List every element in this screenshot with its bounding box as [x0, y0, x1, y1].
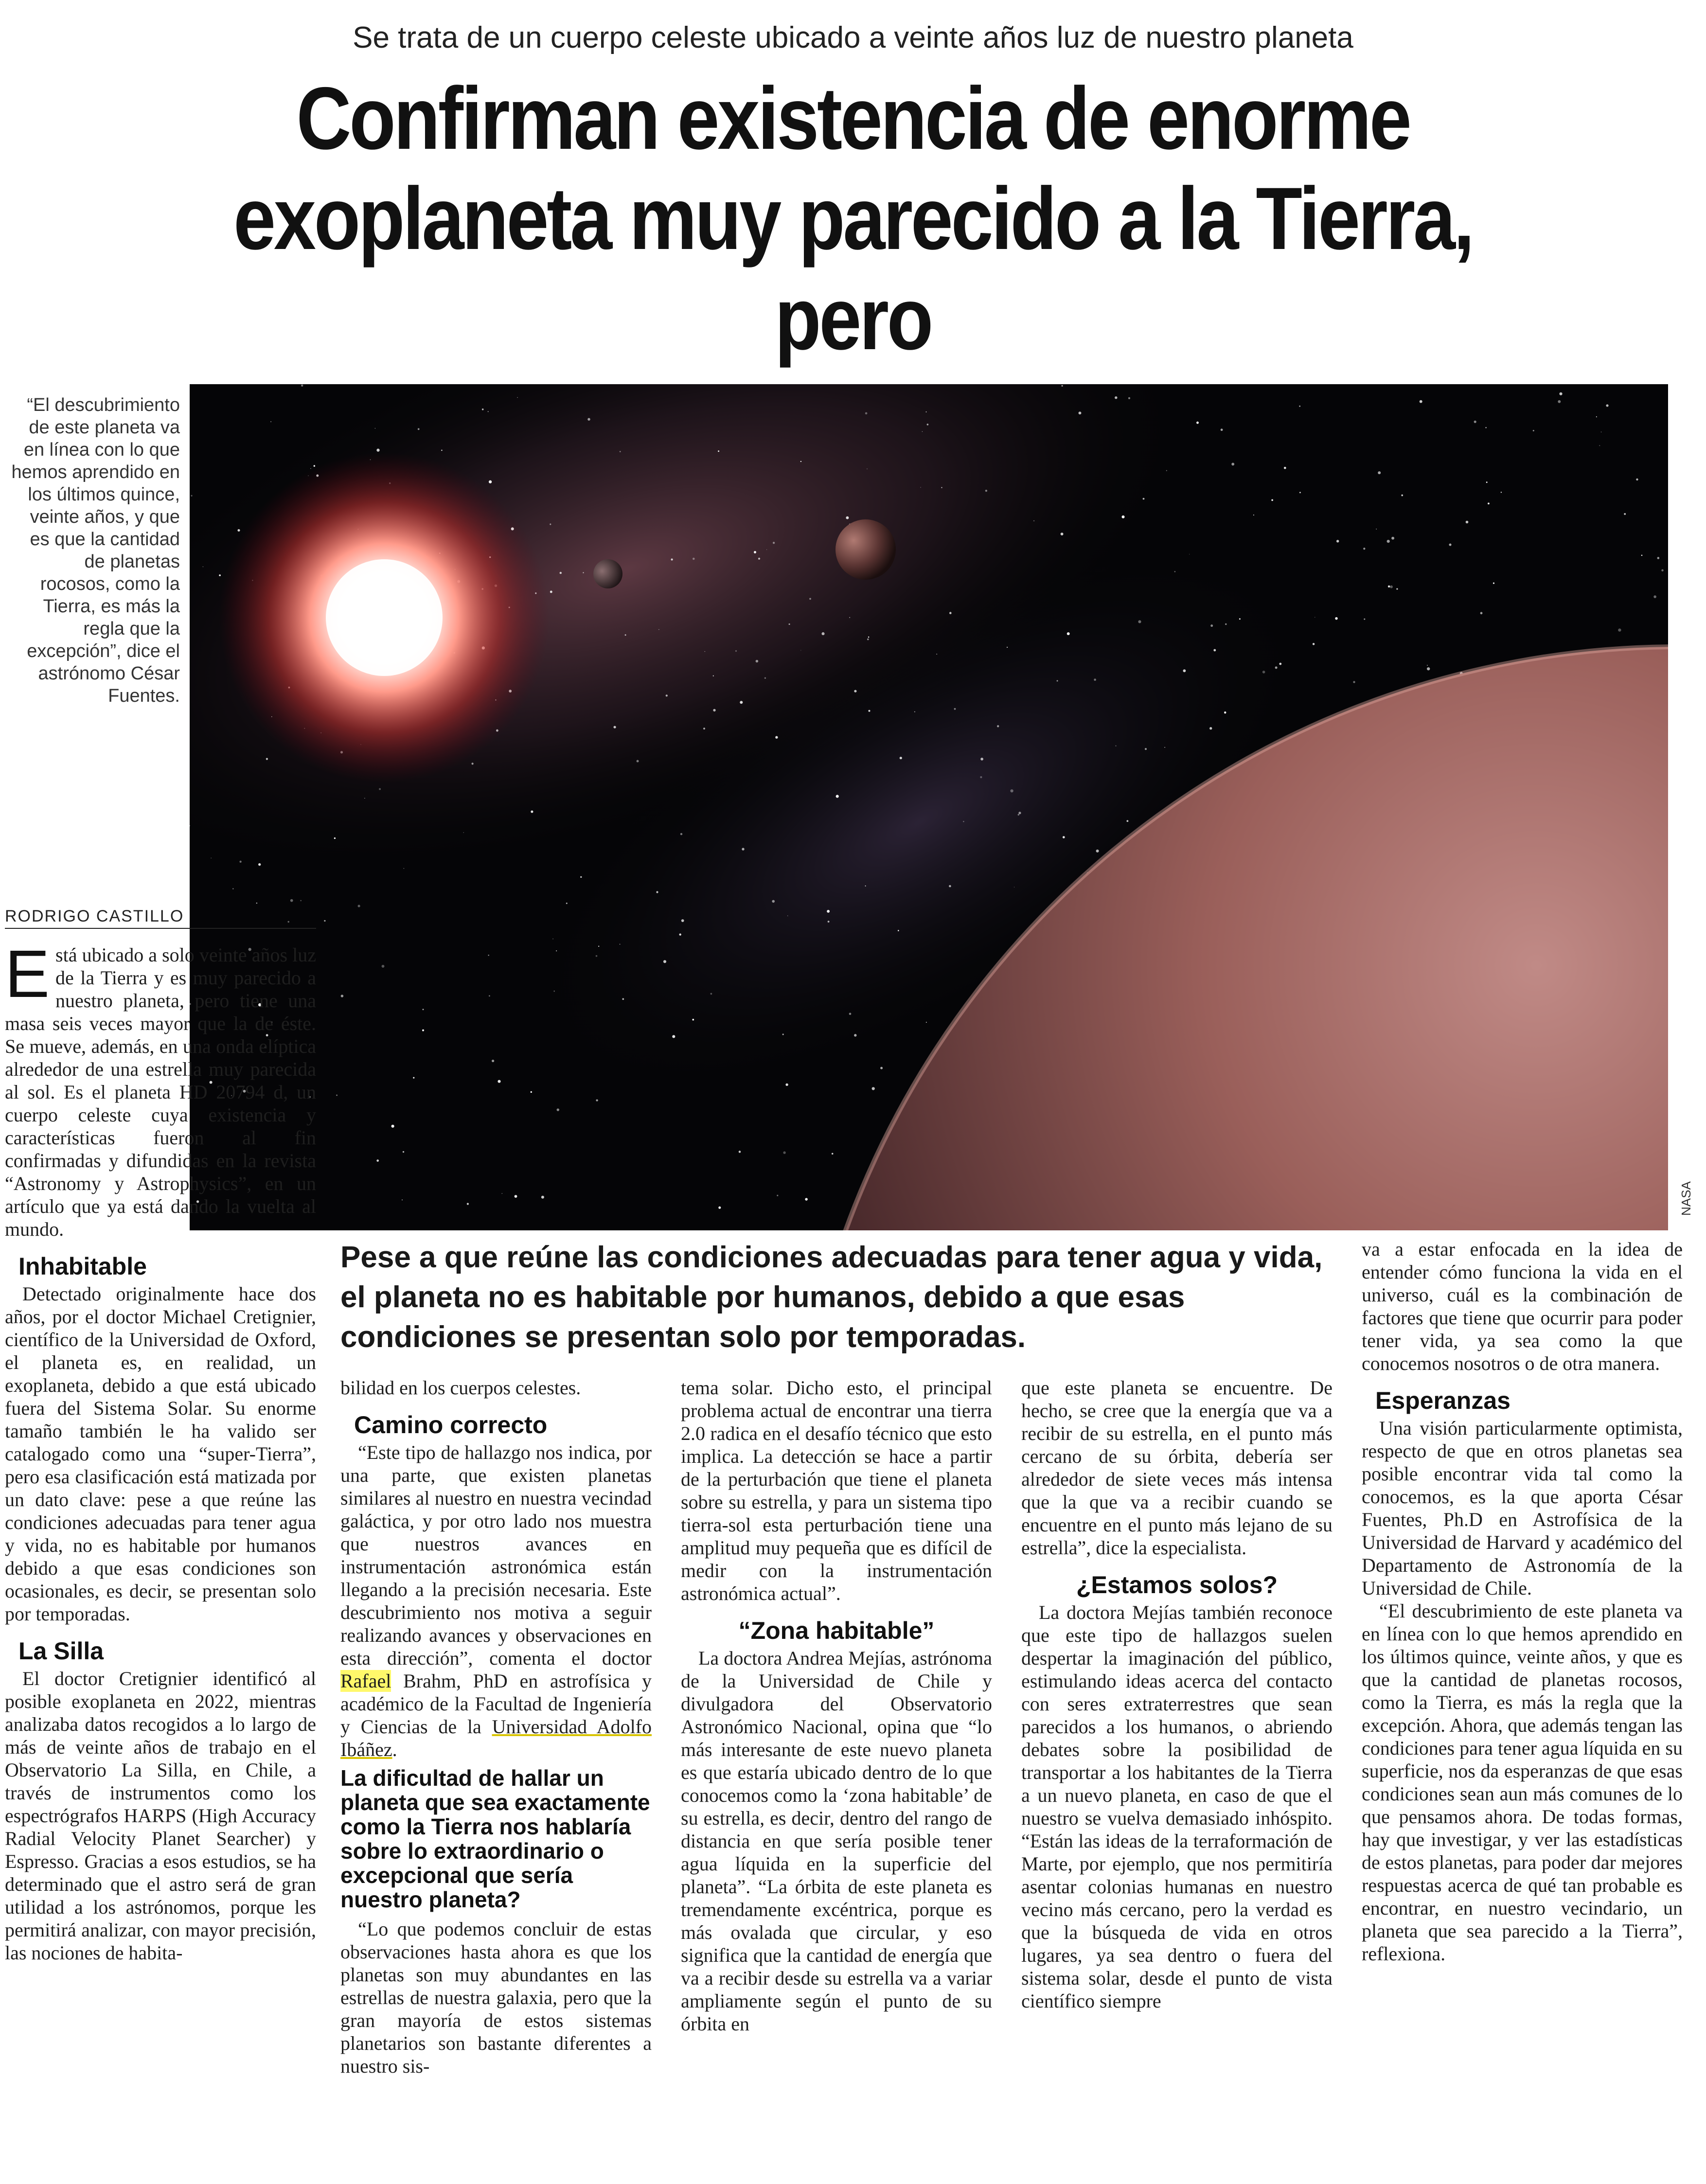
star-dot — [1488, 503, 1490, 505]
star-dot — [1466, 521, 1469, 524]
paragraph: que este planeta se encuentre. De hecho, se cree que la energía que va a recibir de su estrella, en el punto más cercano de su órbita, debería ser alrededor de siete veces más intensa que la que va a recibir cuando se encuentre en el punto más lejano de su estrella”, dice la especialista. — [1021, 1377, 1333, 1559]
star-dot — [391, 1125, 394, 1128]
star-dot — [1559, 392, 1562, 395]
star-dot — [849, 617, 850, 618]
star-dot — [718, 450, 719, 452]
star-dot — [1299, 492, 1301, 493]
star-dot — [1376, 529, 1377, 530]
star-dot — [580, 876, 582, 878]
star-dot — [1164, 747, 1165, 748]
star-dot — [854, 690, 856, 692]
star-dot — [756, 660, 759, 663]
star-dot — [764, 677, 766, 679]
star-dot — [501, 1193, 502, 1194]
star-dot — [1145, 748, 1147, 750]
star-dot — [622, 998, 624, 1000]
side-quote: “El descubrimiento de este planeta va en línea con lo que hemos aprendido en los últimos quince, veinte años, y que es que la cantidad de planetas rocosos, como la Tierra, es más la regla que la excepción”, dice el astrónomo César Fuentes. — [11, 395, 180, 706]
quote-paragraph: “El descubrimiento de este planeta va en línea con lo que hemos aprendido en los últimos quince, veinte años, y que es que la cantidad de planetas rocosos, como la Tierra, es más la regla que la excepción. Ahora, que además tengan las condiciones para tener agua líquida en su superficie, nos da esperanzas de que esas condiciones sean aun más comunes de lo que pensamos ahora. De todas formas, hay que investigar, y ver las estadísticas de estos planetas, para poder dar mejores respuestas acerca de qué tan probable es encontrar, en nuestro vecindario, un planeta que sea parecido a la Tierra”, reflexiona. — [1362, 1600, 1683, 1965]
question-heading: La dificultad de hallar un planeta que sea exactamente como la Tierra nos hablaría sobre lo extraordinario o excepcional que sería nuestro planeta? — [340, 1765, 650, 1912]
star-dot — [517, 397, 518, 398]
star-dot — [1388, 586, 1390, 587]
star-dot — [270, 421, 271, 422]
star-dot — [869, 710, 871, 712]
star-dot — [666, 694, 668, 696]
star-dot — [413, 1077, 414, 1079]
star-dot — [1213, 649, 1216, 652]
star-dot — [402, 1200, 403, 1201]
star-dot — [1010, 789, 1013, 792]
star-dot — [587, 418, 590, 420]
star-dot — [441, 450, 443, 451]
star-dot — [787, 915, 788, 916]
photo-credit-text: NASA — [1679, 1181, 1693, 1216]
star-dot — [865, 412, 868, 415]
star-dot — [954, 708, 956, 710]
star-dot — [488, 955, 489, 956]
subhead-esperanzas: Esperanzas — [1375, 1387, 1511, 1414]
headline-line-1: Confirman existencia de enorme — [296, 69, 1410, 168]
star-dot — [849, 1013, 852, 1015]
subhead-la-silla: La Silla — [18, 1637, 104, 1665]
star-dot — [1061, 385, 1063, 387]
star-dot — [985, 490, 987, 492]
star-dot — [1143, 498, 1145, 500]
star-dot — [832, 1153, 834, 1155]
star-dot — [341, 994, 343, 997]
highlighted-name: Rafael — [340, 1670, 391, 1692]
star-dot — [827, 910, 830, 913]
star-dot — [758, 558, 760, 560]
star-dot — [620, 451, 621, 452]
star-dot — [237, 529, 240, 532]
photo-credit — [1673, 1167, 1702, 1225]
star-dot — [301, 385, 303, 387]
star-dot — [679, 934, 681, 936]
kicker: Se trata de un cuerpo celeste ubicado a veinte años luz de nuestro planeta — [353, 21, 1353, 54]
star-dot — [566, 903, 568, 904]
star-dot — [1284, 467, 1286, 469]
star-dot — [949, 612, 952, 614]
star-dot — [219, 574, 221, 576]
star-dot — [880, 1067, 883, 1069]
star-dot — [1007, 647, 1008, 648]
subhead-inhabitable: Inhabitable — [18, 1253, 147, 1280]
star-dot — [1033, 520, 1034, 521]
star-dot — [1661, 569, 1663, 571]
star-dot — [191, 495, 192, 497]
star-dot — [418, 428, 420, 430]
star-dot — [1067, 632, 1070, 635]
star-dot — [809, 598, 811, 600]
star-dot — [681, 919, 684, 922]
star-dot — [739, 1151, 741, 1153]
star-dot — [258, 863, 261, 866]
column-5 — [1362, 1238, 1683, 1965]
star-dot — [1335, 617, 1337, 620]
star-dot — [900, 757, 902, 759]
star-dot — [1653, 595, 1656, 598]
star-dot — [1624, 513, 1626, 515]
star-dot — [1063, 836, 1065, 838]
star-dot — [773, 542, 775, 544]
star-dot — [949, 885, 951, 888]
star-dot — [785, 1083, 788, 1086]
star-dot — [1391, 537, 1394, 540]
star-dot — [1427, 665, 1428, 666]
star-dot — [379, 788, 381, 790]
star-dot — [805, 1198, 807, 1200]
star-dot — [541, 1196, 544, 1199]
star-dot — [854, 1034, 856, 1036]
star-dot — [1636, 479, 1638, 480]
paragraph: tema solar. Dicho esto, el principal problema actual de encontrar una tierra 2.0 radica en el desafío técnico que esto implica. La detección se hace a partir de la perturbación que tiene el planeta sobre su estrella, y para un sistema tipo tierra-sol esta perturbación tiene una amplitud muy pequeña que es difícil de medir con la instrumentación astronómica actual”. — [681, 1377, 992, 1604]
star-dot — [596, 955, 598, 957]
star-dot — [1231, 462, 1234, 465]
star-dot — [980, 776, 982, 778]
paragraph: La doctora Mejías también reconoce que este tipo de hallazgos suelen despertar la imaginación del público, estimulando ideas acerca del contacto con seres extraterrestres que sean parecidos a los humanos, o abriendo debates sobre la posibilidad de transportar a los habitantes de la Tierra a un nuevo planeta, en caso de que el nuestro se vuelva demasiado inhóspito. “Están las ideas de la terraformación de Marte, por ejemplo, que nos permitiría asentar colonias humanas en nuestro vecino más cercano, pero la verdad es que la búsqueda de vida en otros lugares, ya sea dentro o fuera del sistema solar, desde el punto de vista científico siempre — [1021, 1601, 1333, 2012]
star-dot — [1057, 680, 1058, 682]
star-dot — [1079, 411, 1082, 414]
star-dot — [740, 701, 743, 704]
star-dot — [376, 449, 379, 452]
paragraph: Detectado originalmente hace dos años, por el doctor Michael Cretignier, científico de la Universidad de Oxford, el planeta es, en realidad, un exoplaneta, debido a que está ubicado fuera del Sistema Solar. Su enorme tamaño también le ha valido ser catalogado como una “super-Tierra”, pero esa clasificación está matizada por un dato clave: pese a que reúne las condiciones adecuadas para tener agua y vida, no es habitable por humanos debido a que esas condiciones son ocasionales, es decir, se presentan solo por temporadas. — [5, 1283, 316, 1625]
star-dot — [583, 572, 584, 573]
star-dot — [865, 886, 866, 887]
star-dot — [1449, 544, 1451, 546]
paragraph: La doctora Andrea Mejías, astrónoma de la Universidad de Chile y divulgadora del Observatorio Astronómico Nacional, opina que “lo más interesante de este nuevo planeta es que estaría ubicado dentro de lo que conocemos como la ‘zona habitable’ de su estrella, es decir, dentro del rango de distancia en que sería posible tener agua líquida en la superficie del planeta”. “La órbita de este planeta es tremendamente excéntrica, porque es más ovalada que circular, y eso significa que la cantidad de energía que va a recibir desde su estrella va a variar ampliamente según el punto de su órbita en — [681, 1647, 992, 2035]
star-dot — [364, 798, 365, 799]
star-dot — [266, 758, 268, 760]
star-dot — [625, 634, 626, 636]
small-moon — [593, 559, 622, 588]
star-dot — [867, 639, 869, 640]
star-dot — [1533, 430, 1534, 431]
star-dot — [846, 516, 849, 519]
star-dot — [1126, 820, 1128, 822]
star-dot — [1599, 445, 1600, 446]
star-dot — [898, 930, 899, 931]
paragraph: Una visión particularmente optimista, respecto de que en otros planetas sea posible encontrar vida tal como la conocemos, es la que aporta César Fuentes, Ph.D en Astrofísica de la Universidad de Harvard y académico del Departamento de Astronomía de la Universidad de Chile. — [1362, 1417, 1683, 1599]
star-dot — [1061, 533, 1064, 535]
star-dot — [1094, 678, 1096, 681]
star-dot — [482, 408, 484, 410]
star-dot — [783, 1152, 785, 1154]
star-dot — [1353, 681, 1355, 683]
star-dot — [531, 1091, 532, 1093]
star-dot — [1641, 555, 1643, 556]
star-dot — [1387, 540, 1390, 543]
star-dot — [358, 905, 360, 907]
star-dot — [1221, 428, 1223, 431]
star-dot — [553, 991, 555, 992]
star-dot — [310, 468, 311, 469]
star-dot — [671, 558, 673, 560]
star-dot — [324, 920, 325, 922]
star-dot — [1018, 814, 1019, 816]
star-dot — [703, 728, 705, 729]
star-dot — [718, 1207, 721, 1209]
star-dot — [821, 632, 824, 635]
star-dot — [232, 888, 233, 889]
star-dot — [492, 1060, 494, 1062]
star-dot — [800, 461, 801, 462]
star-dot — [914, 711, 915, 712]
star-dot — [463, 832, 464, 833]
star-dot — [1363, 548, 1365, 550]
star-dot — [922, 431, 923, 432]
star-dot — [1601, 432, 1602, 433]
star-dot — [693, 558, 695, 560]
star-dot — [314, 465, 315, 466]
star-dot — [1390, 586, 1393, 588]
star-dot — [926, 1022, 927, 1023]
star-dot — [868, 637, 870, 638]
star-dot — [1618, 628, 1621, 631]
star-dot — [550, 523, 551, 525]
star-dot — [1336, 540, 1339, 542]
column-4 — [1021, 1376, 1333, 2012]
star-dot — [680, 833, 682, 835]
star-dot — [711, 993, 712, 995]
star-dot — [742, 848, 744, 850]
star-dot — [1115, 396, 1117, 399]
star-dot — [1183, 669, 1186, 672]
star-dot — [1364, 619, 1365, 620]
star-dot — [656, 891, 658, 893]
star-dot — [422, 1030, 424, 1031]
star-dot — [1606, 404, 1608, 407]
star-dot — [1427, 667, 1430, 670]
column-2 — [340, 1376, 652, 2077]
star-dot — [836, 795, 839, 798]
star-dot — [1401, 495, 1403, 497]
university-name: Universidad Adolfo Ibáñez — [340, 1716, 652, 1760]
star-dot — [489, 995, 490, 997]
column-1 — [5, 937, 316, 1964]
pull-quote: Pese a que reúne las condiciones adecuadas para tener agua y vida, el planeta no es habitable por humanos, debido a que esas condiciones se presentan solo por temporadas. — [340, 1241, 1323, 1354]
star-dot — [1224, 711, 1226, 713]
star-dot — [467, 1203, 469, 1205]
star-dot — [1018, 812, 1021, 814]
subhead-estamos-solos: ¿Estamos solos? — [1076, 1571, 1278, 1598]
subhead-camino-correcto: Camino correcto — [354, 1411, 548, 1438]
headline-line-2: exoplaneta muy parecido a la Tierra, pero — [233, 169, 1473, 368]
star-dot — [1239, 618, 1241, 620]
star-dot — [1262, 671, 1265, 674]
star-dot — [754, 551, 756, 553]
star-dot — [1378, 471, 1381, 474]
star-dot — [1225, 623, 1226, 625]
subhead-zona-habitable: “Zona habitable” — [738, 1617, 935, 1644]
star-dot — [1275, 666, 1278, 669]
star-dot — [735, 650, 737, 652]
star-dot — [598, 946, 599, 947]
star-dot — [488, 411, 489, 412]
star-dot — [1493, 583, 1494, 584]
star-dot — [1501, 492, 1502, 493]
star-dot — [692, 1019, 694, 1021]
star-dot — [560, 572, 562, 574]
star-dot — [1396, 588, 1398, 590]
star-dot — [658, 629, 659, 630]
star-dot — [531, 811, 533, 813]
star-dot — [772, 900, 775, 903]
star-dot — [404, 868, 405, 869]
star-dot — [1166, 470, 1167, 471]
star-dot — [423, 1009, 424, 1010]
star-dot — [1174, 571, 1176, 572]
star-dot — [1313, 643, 1315, 645]
star-dot — [637, 760, 639, 763]
star-dot — [777, 1195, 778, 1196]
column-3 — [681, 1376, 992, 2035]
star-dot — [1420, 400, 1422, 403]
star-dot — [1474, 421, 1476, 423]
star-dot — [663, 960, 666, 963]
star-dot — [1596, 416, 1597, 417]
star-dot — [239, 861, 241, 863]
paragraph: El doctor Cretignier identificó al posible exoplaneta en 2022, mientras analizaba datos recogidos a lo largo de más de veinte años de trabajo en el Observatorio La Silla, en Chile, a través de instrumentos como los espectrógrafos HARPS (High Accuracy Radial Velocity Planet Searcher) y Espresso. Gracias a esos estudios, se ha determinado que el astro será de gran utilidad a los astrónomos, porque les permitirá analizar, con mayor precisión, las nociones de habita- — [5, 1668, 316, 1964]
star-dot — [782, 1033, 784, 1035]
star-dot — [1486, 481, 1488, 483]
star-dot — [336, 1095, 338, 1096]
star-dot — [614, 726, 616, 728]
star-dot — [926, 411, 927, 412]
star-dot — [376, 1159, 379, 1162]
byline: RODRIGO CASTILLO — [5, 907, 316, 929]
star-dot — [672, 1035, 675, 1038]
star-dot — [1196, 422, 1199, 424]
star-dot — [1299, 406, 1300, 407]
star-dot — [557, 1108, 559, 1111]
star-dot — [1210, 624, 1213, 627]
star-dot — [620, 944, 621, 945]
star-dot — [382, 965, 385, 968]
star-dot — [556, 950, 557, 951]
star-dot — [1485, 427, 1487, 428]
star-dot — [963, 821, 964, 822]
star-dot — [515, 1195, 517, 1198]
star-dot — [980, 758, 983, 761]
star-dot — [713, 675, 714, 676]
star-dot — [1271, 499, 1273, 501]
paragraph: “Lo que podemos concluir de estas observaciones hasta ahora es que los planetas son muy abundantes en las estrellas de nuestra galaxia, pero que la gran mayoría de estos sistemas planetarios son bastante diferentes a nuestro sis- — [340, 1918, 652, 2077]
star-dot — [472, 763, 474, 764]
distant-planet — [835, 519, 896, 580]
star-dot — [936, 654, 937, 655]
star-dot — [1138, 620, 1141, 623]
star-dot — [927, 424, 929, 426]
star-dot — [1279, 663, 1281, 665]
space-illustration — [190, 384, 1668, 1230]
paragraph: bilidad en los cuerpos celestes. — [340, 1377, 581, 1399]
dropcap: E — [5, 937, 50, 1012]
quote-paragraph: “Este tipo de hallazgo nos indica, por una parte, que existen planetas similares al nuestro en nuestra vecindad galáctica, y por otro lado nos muestra que nuestros avances en instrumentación astronómica están llegando a la precisión necesaria. Este descubrimiento nos motiva a seguir realizando avances y observaciones en esta dirección”, comenta el doctor Rafael Brahm, PhD en astrofísica y académico de la Facultad de Ingeniería y Ciencias de la Universidad Adolfo Ibáñez. — [340, 1441, 652, 1760]
star-dot — [920, 487, 921, 488]
star-dot — [713, 709, 715, 711]
star-dot — [789, 623, 790, 625]
star-dot — [775, 736, 778, 739]
star-dot — [941, 487, 942, 488]
star-dot — [334, 837, 336, 839]
star-dot — [1558, 400, 1561, 403]
star-dot — [1096, 850, 1099, 852]
star-dot — [828, 921, 830, 923]
star-dot — [1121, 515, 1124, 518]
star-dot — [256, 903, 257, 904]
star-dot — [489, 480, 492, 483]
star-dot — [300, 900, 302, 902]
star-dot — [1480, 612, 1483, 614]
star-dot — [1209, 727, 1212, 729]
star-dot — [1128, 397, 1130, 399]
star-dot — [596, 1099, 598, 1101]
paragraph: va a estar enfocada en la idea de entender cómo funciona la vida en el universo, cuál es la combinación de factores que tiene que ocurrir para poder tener vida, ya sea como la que conocemos nosotros o de otra manera. — [1362, 1238, 1683, 1374]
space-illustration-svg — [190, 384, 1668, 1230]
star-dot — [997, 725, 999, 727]
intro-paragraph: stá ubicado a solo veinte años luz de la Tierra y es muy parecido a nuestro planeta, pero tiene una masa seis veces mayor que la de éste. Se mueve, además, en una onda elíptica alrededor de una estrella muy parecida al sol. Es el planeta HD 20794 d, un cuerpo celeste cuya existencia y características fueron al fin confirmadas y difundidas en la revista “Astronomy y Astrophysics”, en un artículo que ya está dando la vuelta al mundo. — [5, 944, 316, 1240]
star-dot — [1657, 557, 1660, 559]
star-dot — [498, 1080, 500, 1083]
star-dot — [550, 591, 552, 593]
star-dot — [290, 899, 293, 902]
star-dot — [872, 1087, 875, 1090]
star-dot — [552, 939, 553, 940]
star-dot — [403, 1151, 404, 1153]
